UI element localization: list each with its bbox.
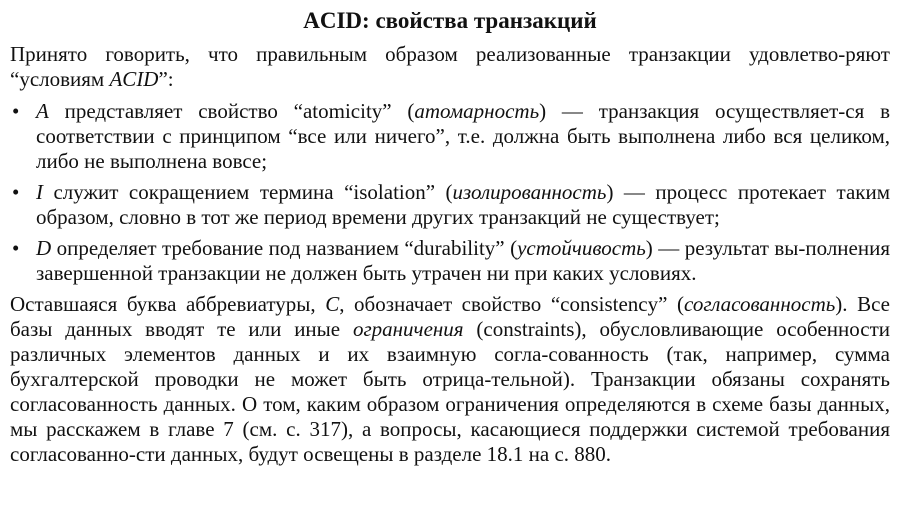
list-item-durability	[10, 236, 890, 286]
item-text-after: ) — результат вы-полнения завершенной транзакции не должен быть утрачен ни при каких условиях.	[36, 236, 890, 285]
item-text-before: представляет свойство “atomicity” (	[48, 99, 415, 123]
item-text-before: служит сокращением термина “isolation” (	[43, 180, 453, 204]
item-letter: D	[36, 236, 52, 260]
item-letter: A	[36, 99, 49, 123]
closing-gloss-2: ограничения	[352, 317, 464, 341]
intro-text-after: ”:	[158, 67, 174, 91]
bullet-icon: •	[12, 236, 20, 260]
item-gloss: устойчивость	[517, 236, 646, 260]
item-letter: I	[36, 180, 43, 204]
section-title: ACID: свойства транзакций	[303, 8, 597, 33]
item-gloss: атомарность	[414, 99, 540, 123]
closing-gloss-1: согласованность	[684, 292, 836, 316]
intro-term: ACID	[109, 67, 159, 91]
intro-paragraph	[10, 42, 890, 92]
bullet-icon: •	[12, 180, 20, 204]
list-item-atomicity	[10, 99, 890, 174]
closing-part-1: Оставшаяся буква аббревиатуры,	[10, 292, 326, 316]
bullet-icon: •	[12, 99, 20, 123]
item-text-after: ) — процесс протекает таким образом, словно в тот же период времени других транзакций не существует;	[36, 180, 891, 229]
closing-part-2: , обозначает свойство “consistency” (	[339, 292, 685, 316]
item-text-before: определяет требование под названием “durability” (	[51, 236, 518, 260]
closing-part-3: ). Все базы данных вводят те или иные	[10, 292, 891, 341]
closing-letter-c: C	[325, 292, 340, 316]
item-gloss: изолированность	[452, 180, 607, 204]
intro-text-before: Принято говорить, что правильным образом реализованные транзакции удовлетво-ряют “условиям	[10, 42, 890, 91]
acid-list	[10, 99, 890, 286]
document-page	[10, 6, 890, 467]
item-text-after: ) — транзакция осуществляет-ся в соответствии с принципом “все или ничего”, т.е. должна быть выполнена либо вся целиком, либо не выполнена вовсе;	[36, 99, 890, 173]
closing-part-4: (constraints), обусловливающие особенности различных элементов данных и их взаимную согла-сованность (так, например, сумма бухгалтерской проводки не может быть отрица-тельной). Транзакции обязаны сохранять согласованность данных. О том, каким образом ограничения определяются в схеме базы данных, мы расскажем в главе 7 (см. с. 317), а вопросы, касающиеся поддержки системой требования согласованно-сти данных, будут освещены в разделе 18.1 на с. 880.	[10, 317, 891, 466]
closing-paragraph	[10, 292, 890, 467]
list-item-isolation	[10, 180, 890, 230]
